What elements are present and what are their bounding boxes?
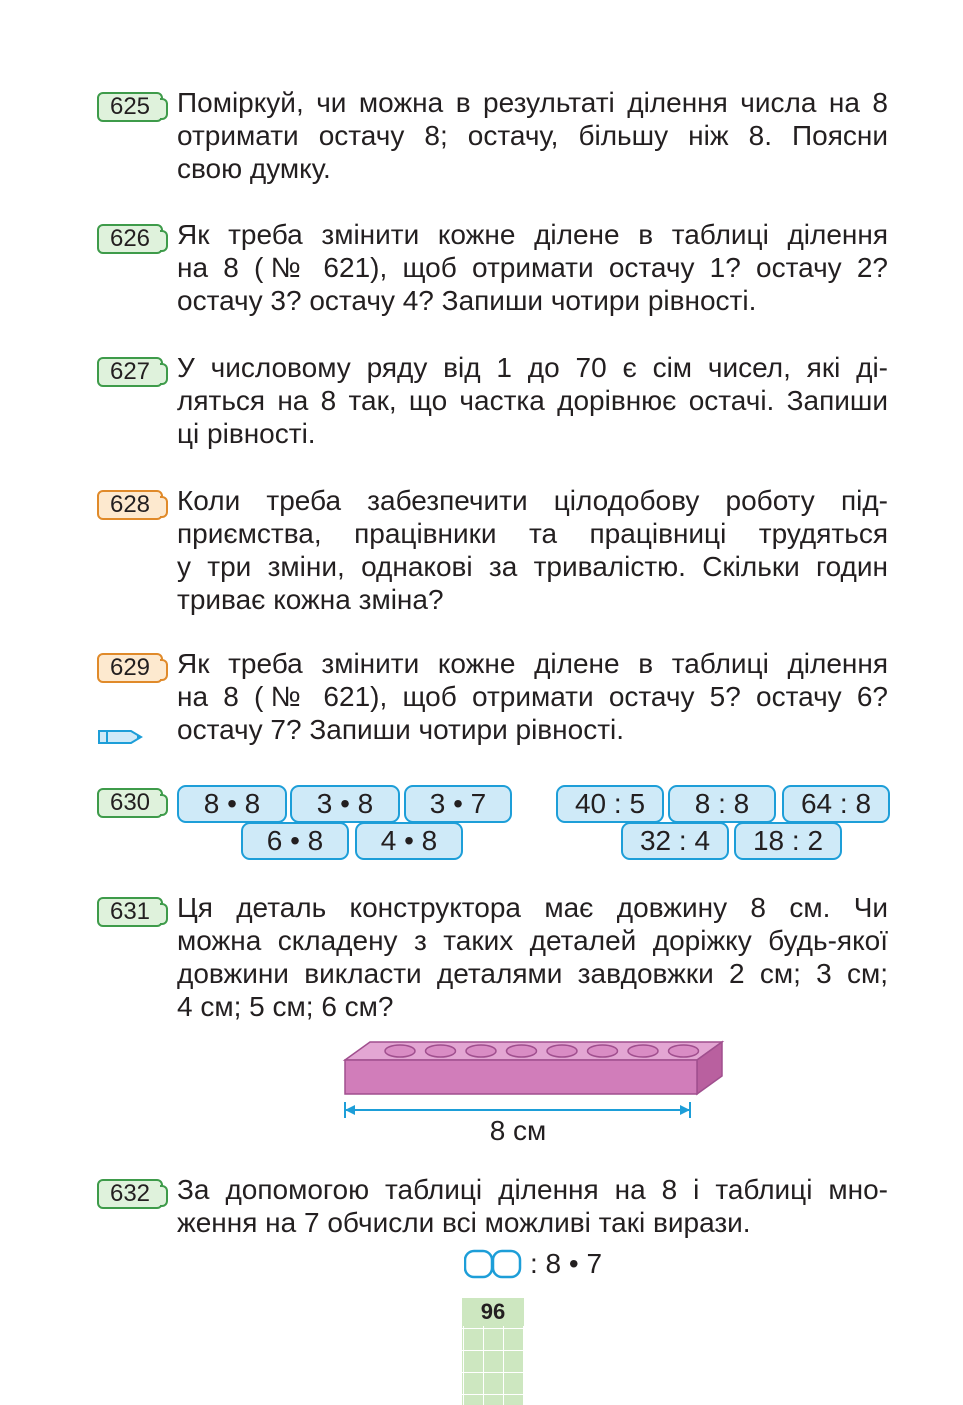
brick-length-label: 8 см bbox=[489, 1115, 547, 1146]
text-line: Коли треба забезпечити цілодобову роботу під- bbox=[177, 485, 888, 516]
task-number-badge: 631 bbox=[97, 897, 163, 927]
text-line: у три зміни, однакові за тривалістю. Скільки годин bbox=[177, 551, 888, 582]
brick-stud bbox=[669, 1045, 699, 1057]
expression-chip: 32 : 4 bbox=[621, 822, 729, 860]
text-line: на 8 (№ 621), щоб отримати остачу 5? остачу 6? bbox=[177, 681, 888, 712]
expression-chip: 3 • 8 bbox=[290, 785, 400, 823]
expression-chip: 18 : 2 bbox=[734, 822, 842, 860]
text-line: Ця деталь конструктора має довжину 8 см. Чи bbox=[177, 892, 888, 923]
task-number-badge: 625 bbox=[97, 92, 163, 122]
brick-stud bbox=[385, 1045, 415, 1057]
text-line: остачу 3? остачу 4? Запиши чотири рівності. bbox=[177, 285, 757, 316]
text-line: Поміркуй, чи можна в результаті ділення числа на 8 bbox=[177, 87, 888, 118]
task-text bbox=[177, 647, 888, 746]
text-line: можна складену з таких деталей доріжку будь-якої bbox=[177, 925, 888, 956]
brick-stud bbox=[628, 1045, 658, 1057]
task-number-badge: 627 bbox=[97, 357, 163, 387]
text-line: ляться на 8 так, що частка дорівнює остачі. Запиши bbox=[177, 385, 888, 416]
text-line: на 8 (№ 621), щоб отримати остачу 1? остачу 2? bbox=[177, 252, 888, 283]
task-number-badge: 632 bbox=[97, 1179, 163, 1209]
expression-chip: 8 : 8 bbox=[668, 785, 776, 823]
task-text bbox=[177, 218, 888, 317]
text-line: триває кожна зміна? bbox=[177, 584, 444, 615]
task-text bbox=[177, 86, 888, 185]
text-line: 4 см; 5 см; 6 см? bbox=[177, 991, 394, 1022]
text-line: Як треба змінити кожне ділене в таблиці ділення bbox=[177, 648, 888, 679]
task-text bbox=[177, 891, 888, 1023]
pencil-icon bbox=[97, 727, 145, 747]
brick-stud bbox=[507, 1045, 537, 1057]
expression-text: : 8 • 7 bbox=[530, 1248, 603, 1279]
expression-chip: 8 • 8 bbox=[177, 785, 287, 823]
text-line: ження на 7 обчисли всі можливі такі вирази. bbox=[177, 1207, 751, 1238]
text-line: Як треба змінити кожне ділене в таблиці ділення bbox=[177, 219, 888, 250]
expression-chip: 6 • 8 bbox=[241, 822, 349, 860]
page-number: 96 bbox=[462, 1298, 524, 1326]
text-line: отримати остачу 8; остачу, більшу ніж 8. Поясни bbox=[177, 120, 888, 151]
task-number-badge: 630 bbox=[97, 788, 163, 818]
brick-stud bbox=[547, 1045, 577, 1057]
text-line: остачу 7? Запиши чотири рівності. bbox=[177, 714, 625, 745]
brick-stud bbox=[426, 1045, 456, 1057]
text-line: довжини викласти деталями завдовжки 2 см; 3 см; bbox=[177, 958, 888, 989]
brick-stud bbox=[588, 1045, 618, 1057]
task-text bbox=[177, 1173, 888, 1239]
double-digit-box-icon bbox=[464, 1249, 522, 1279]
expression-chip: 64 : 8 bbox=[782, 785, 890, 823]
brick-stud bbox=[466, 1045, 496, 1057]
expression-chip: 4 • 8 bbox=[355, 822, 463, 860]
task-text bbox=[177, 484, 888, 616]
text-line: приємства, працівники та працівниці трудяться bbox=[177, 518, 888, 549]
text-line: свою думку. bbox=[177, 153, 331, 184]
text-line: У числовому ряду від 1 до 70 є сім чисел, які ді- bbox=[177, 352, 888, 383]
task-number-badge: 626 bbox=[97, 224, 163, 254]
expression-chip: 40 : 5 bbox=[556, 785, 664, 823]
text-line: ці рівності. bbox=[177, 418, 316, 449]
task-number-badge: 628 bbox=[97, 490, 163, 520]
task-number-badge: 629 bbox=[97, 653, 163, 683]
expression-chip: 3 • 7 bbox=[404, 785, 512, 823]
task-text bbox=[177, 351, 888, 450]
text-line: За допомогою таблиці ділення на 8 і таблиці мно- bbox=[177, 1174, 888, 1205]
